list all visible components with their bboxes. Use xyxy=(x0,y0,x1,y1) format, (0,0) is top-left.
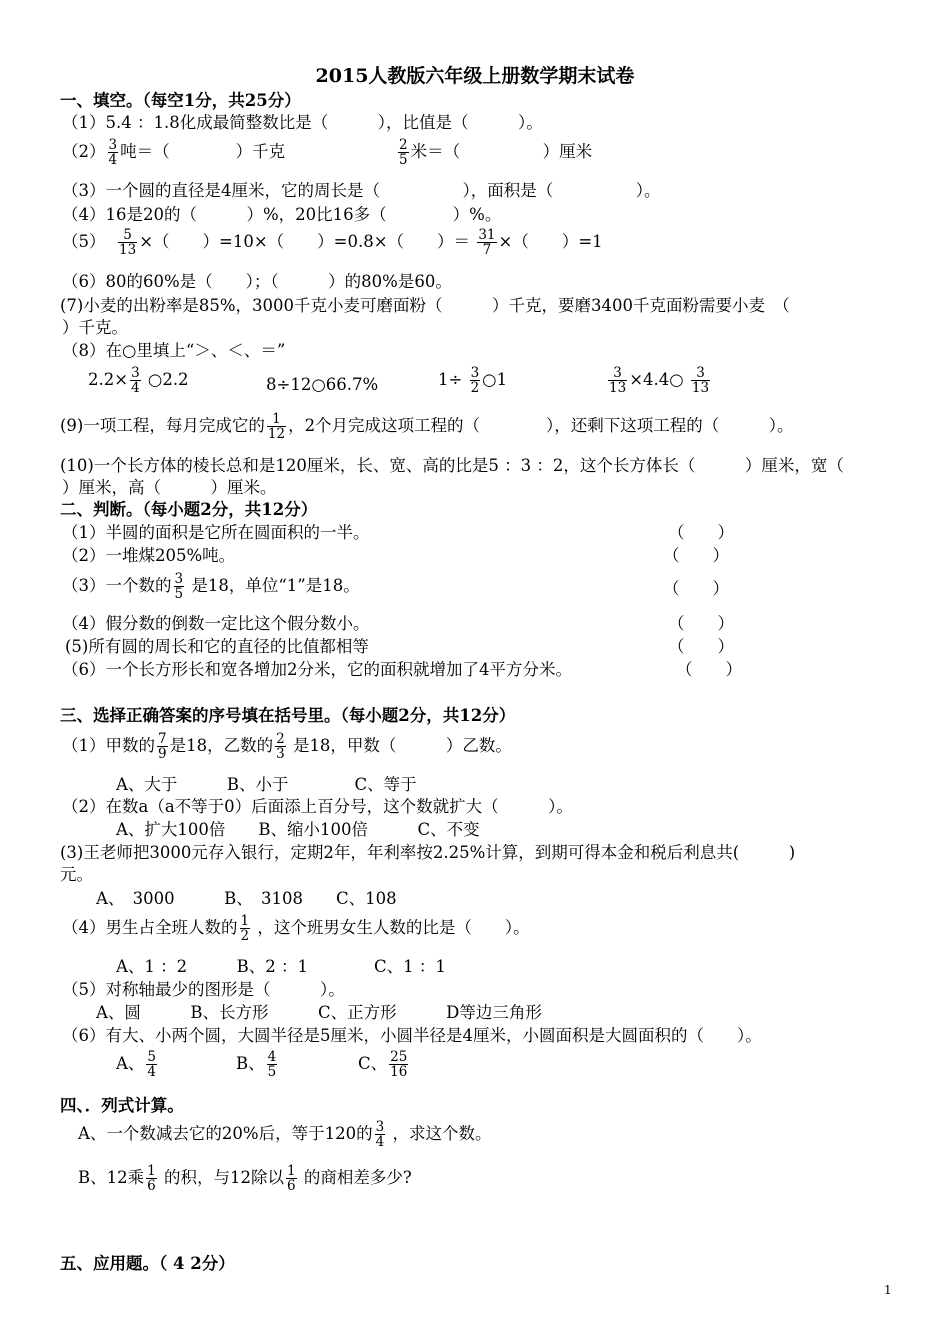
page-number: 1 xyxy=(884,1283,892,1297)
s3-q6-option-b: B、 $\frac{4}{5}$ xyxy=(236,1049,277,1081)
s1-q10-line2: ）厘米，高（ ）厘米。 xyxy=(62,478,277,497)
s3-q5: （5）对称轴最少的图形是（ ）。 xyxy=(62,980,345,999)
fraction: $\frac{1}{6}$ xyxy=(147,1163,156,1195)
s3-q3-line1: (3)王老师把3000元存入银行，定期2年，年利率按2.25%计算，到期可得本金和税后利息共( ) xyxy=(60,843,796,862)
fraction: $\frac{1}{6}$ xyxy=(286,1163,296,1195)
s4-qa: A、一个数减去它的20%后，等于120的 $\frac{3}{4}$ ，求这个数。 xyxy=(78,1119,492,1151)
s1-q1: （1）5.4 ：1.8化成最简整数比是（ ），比值是（ ）。 xyxy=(62,113,543,132)
fraction: $\frac{3}{4}$ xyxy=(375,1119,385,1151)
fraction: $\frac{3}{13}$ xyxy=(691,365,710,397)
s1-q7-line1: (7)小麦的出粉率是85%，3000千克小麦可磨面粉（ ）千克，要磨3400千克面粉需要小麦 （ xyxy=(60,296,790,315)
s3-q3-line2: 元。 xyxy=(60,865,93,884)
s1-q8-c: 1÷ $\frac{3}{2}$ ○1 xyxy=(438,365,508,397)
s2-q3: （3）一个数的 $\frac{3}{5}$ 是18，单位“1”是18。 xyxy=(62,571,360,603)
fraction: $\frac{1}{2}$ xyxy=(240,913,250,945)
s2-q2-bracket[interactable]: （ ） xyxy=(663,546,729,565)
fraction: $\frac{3}{4}$ xyxy=(108,137,118,169)
s2-q4-bracket[interactable]: （ ） xyxy=(668,614,734,633)
s2-q1: （1）半圆的面积是它所在圆面积的一半。 xyxy=(62,523,370,542)
fraction: $\frac{7}{9}$ xyxy=(158,731,167,763)
fraction: $\frac{25}{16}$ xyxy=(390,1049,408,1081)
s2-q6-bracket[interactable]: （ ） xyxy=(676,660,742,679)
s1-q6: （6）80的60%是（ ）；（ ）的80%是60。 xyxy=(62,272,452,291)
s1-q8-d: $\frac{3}{13}$ ×4.4○ $\frac{3}{13}$ xyxy=(609,365,710,397)
section-2-heading: 二、判断。（每小题2分，共12分） xyxy=(60,500,318,519)
fraction: $\frac{3}{4}$ xyxy=(131,365,140,397)
fraction: $\frac{3}{13}$ xyxy=(609,365,627,397)
s3-q4: （4）男生占全班人数的 $\frac{1}{2}$ ，这个班男女生人数的比是（ ）。 xyxy=(62,913,530,945)
fraction: $\frac{1}{12}$ xyxy=(267,411,286,443)
fraction: $\frac{2}{3}$ xyxy=(276,731,285,763)
s1-q7-line2: ）千克。 xyxy=(62,318,128,337)
fraction: $\frac{5}{13}$ xyxy=(119,227,137,259)
s3-q3-options: A、 3000 B、 3108 C、108 xyxy=(96,889,397,908)
fraction: $\frac{5}{4}$ xyxy=(147,1049,157,1081)
s2-q3-bracket[interactable]: （ ） xyxy=(663,579,729,598)
fraction: $\frac{3}{5}$ xyxy=(174,571,184,603)
s3-q1: （1）甲数的 $\frac{7}{9}$ 是18，乙数的 $\frac{2}{3}$ 是18，甲数（ ）乙数。 xyxy=(62,731,512,763)
s3-q6-option-a: A、 $\frac{5}{4}$ xyxy=(116,1049,157,1081)
s2-q2: （2）一堆煤205%吨。 xyxy=(62,546,236,565)
s1-q2-label: （2） xyxy=(62,142,106,162)
s1-q8: （8）在○里填上“＞、＜、＝” xyxy=(62,341,286,360)
fraction: $\frac{4}{5}$ xyxy=(267,1049,277,1081)
s1-q8-b: 8÷12○66.7% xyxy=(266,375,379,394)
s2-q6: （6）一个长方形长和宽各增加2分米，它的面积就增加了4平方分米。 xyxy=(62,660,572,679)
section-4-heading: 四、．列式计算。 xyxy=(60,1096,184,1115)
s1-q3: （3）一个圆的直径是4厘米，它的周长是（ ），面积是（ ）。 xyxy=(62,181,661,200)
s1-q8-a: 2.2× $\frac{3}{4}$ ○2.2 xyxy=(88,365,189,397)
s3-q1-options: A、大于 B、小于 C、等于 xyxy=(116,775,417,794)
s3-q6-option-c: C、 $\frac{25}{16}$ xyxy=(358,1049,408,1081)
s2-q5-bracket[interactable]: （ ） xyxy=(668,637,734,656)
s1-q2 xyxy=(62,138,285,167)
s1-q2-second xyxy=(396,138,592,167)
s3-q6: （6）有大、小两个圆，大圆半径是5厘米，小圆半径是4厘米，小圆面积是大圆面积的（ ）。 xyxy=(62,1026,762,1045)
page-title: 2015人教版六年级上册数学期末试卷 xyxy=(315,65,635,87)
s4-qb: B、12乘 $\frac{1}{6}$ 的积，与12除以 $\frac{1}{6}$ 的商相差多少? xyxy=(78,1163,412,1195)
s1-q10-line1: (10)一个长方体的棱长总和是120厘米，长、宽、高的比是5 ：3 ：2，这个长方体长（ ）厘米，宽（ xyxy=(60,456,844,475)
s3-q5-options: A、圆 B、长方形 C、正方形 D等边三角形 xyxy=(96,1003,542,1022)
s3-q4-options: A、1 ：2 B、2 ：1 C、1 ：1 xyxy=(116,957,446,976)
s2-q4: （4）假分数的倒数一定比这个假分数小。 xyxy=(62,614,370,633)
section-1-heading: 一、填空。（每空1分，共25分） xyxy=(60,91,301,110)
s3-q2-options: A、扩大100倍 B、缩小100倍 C、不变 xyxy=(116,820,480,839)
fraction: $\frac{2}{5}$ xyxy=(399,137,408,169)
s2-q5: (5)所有圆的周长和它的直径的比值都相等 xyxy=(65,637,369,656)
section-5-heading: 五、应用题。（ 4 2分） xyxy=(60,1254,235,1273)
fraction: $\frac{3}{2}$ xyxy=(470,365,480,397)
s1-q9: (9)一项工程，每月完成它的 $\frac{1}{12}$ ，2个月完成这项工程的（ ），还剩下这项工程的（ ）。 xyxy=(60,411,794,443)
s1-q2-part1: 吨＝（ ）千克 xyxy=(120,142,286,162)
s1-q4: （4）16是20的（ ）%，20比16多（ ）%。 xyxy=(62,205,502,224)
s1-q5: （5） $\frac{5}{13}$ ×（ ）=10×（ ）=0.8×（ ）＝ $\frac{31}{7}$ ×（ ）=1 xyxy=(62,227,603,259)
section-3-heading: 三、选择正确答案的序号填在括号里。（每小题2分，共12分） xyxy=(60,706,516,725)
s3-q2: （2）在数a（a不等于0）后面添上百分号，这个数就扩大（ ）。 xyxy=(62,797,573,816)
s2-q1-bracket[interactable]: （ ） xyxy=(668,523,734,542)
fraction: $\frac{31}{7}$ xyxy=(478,227,496,259)
s1-q2-part2: 米＝（ ）厘米 xyxy=(410,142,593,162)
